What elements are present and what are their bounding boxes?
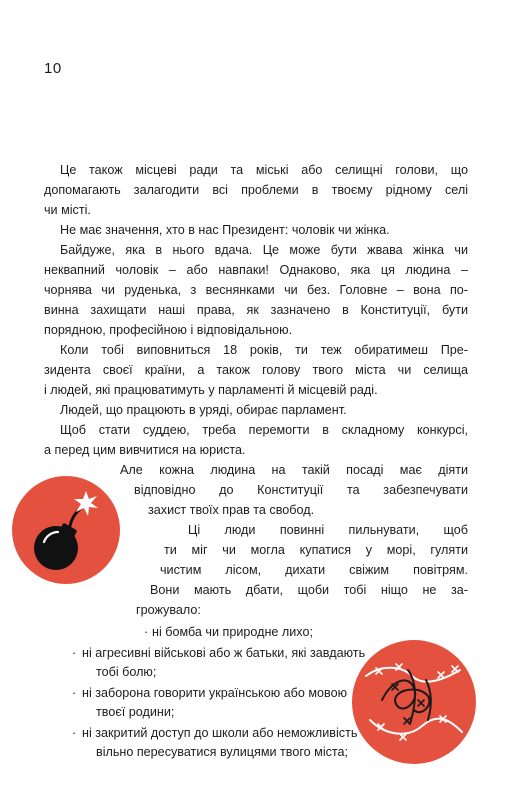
barbed-wire-icon [352, 640, 476, 764]
list-item: ні закритий доступ до школи або неможливість [82, 726, 358, 740]
barbed-wire-illustration [352, 640, 476, 764]
page-number: 10 [44, 60, 62, 77]
bullet-marker: · [144, 625, 149, 639]
list-item: ні заборона говорити українською або мовою [82, 686, 348, 700]
list-item-continuation: вільно пересуватися вулицями твого міста; [96, 745, 349, 759]
text-line: Вони мають дбати, щоби тобі ніщо не за- [150, 583, 468, 597]
text-line: чистим лісом, дихати свіжим повітрям. [160, 563, 468, 577]
bomb-illustration [12, 476, 120, 584]
text-line: відповідно до Конституції та забезпечувати [134, 483, 468, 497]
list-item-continuation: тобі болю; [96, 665, 157, 679]
text-line: а перед цим вивчитися на юриста. [44, 443, 246, 457]
text-line: винна захищати наші права, як зазначено в Конституції, бути [44, 303, 468, 317]
text-line: грожувало: [136, 603, 201, 617]
bullet-marker: · [72, 686, 77, 700]
text-line: захист твоїх прав та свобод. [148, 503, 315, 517]
text-line: Людей, що працюють в уряді, обирає парламент. [60, 403, 347, 417]
text-line: чи місті. [44, 203, 91, 217]
text-line: Щоб стати суддею, треба перемогти в складному конкурсі, [60, 423, 468, 437]
bomb-icon [12, 476, 120, 584]
text-line: неквапний чоловік – або навпаки! Однаково, яка ця людина – [44, 263, 468, 277]
text-line: допомагають залагодити всі проблеми в твоєму рідному селі [44, 183, 468, 197]
text-line: Не має значення, хто в нас Президент: чоловік чи жінка. [60, 223, 390, 237]
text-line: Ці люди повинні пильнувати, щоб [188, 523, 468, 537]
text-line: Коли тобі виповниться 18 років, ти теж обиратимеш Пре- [60, 343, 468, 357]
text-line: Це також місцеві ради та міські або селищні голови, що [60, 163, 468, 177]
list-item-continuation: твоєї родини; [96, 705, 175, 719]
text-line: зидента своєї країни, а також голову твого міста чи селища [44, 363, 468, 377]
text-line: ти міг чи могла купатися у морі, гуляти [164, 543, 468, 557]
bullet-marker: · [72, 646, 77, 660]
text-line: порядною, професійною і відповідальною. [44, 323, 293, 337]
text-line: чорнява чи руденька, з веснянками чи без. Головне – вона по- [44, 283, 468, 297]
text-line: і людей, які працюватимуть у парламенті й місцевій раді. [44, 383, 378, 397]
bullet-marker: · [72, 726, 77, 740]
text-line: Але кожна людина на такій посаді має діяти [120, 463, 468, 477]
list-item: ні агресивні військові або ж батьки, які завдають [82, 646, 366, 660]
text-line: Байдуже, яка в нього вдача. Це може бути жвава жінка чи [60, 243, 468, 257]
list-item: ні бомба чи природне лихо; [152, 625, 313, 639]
